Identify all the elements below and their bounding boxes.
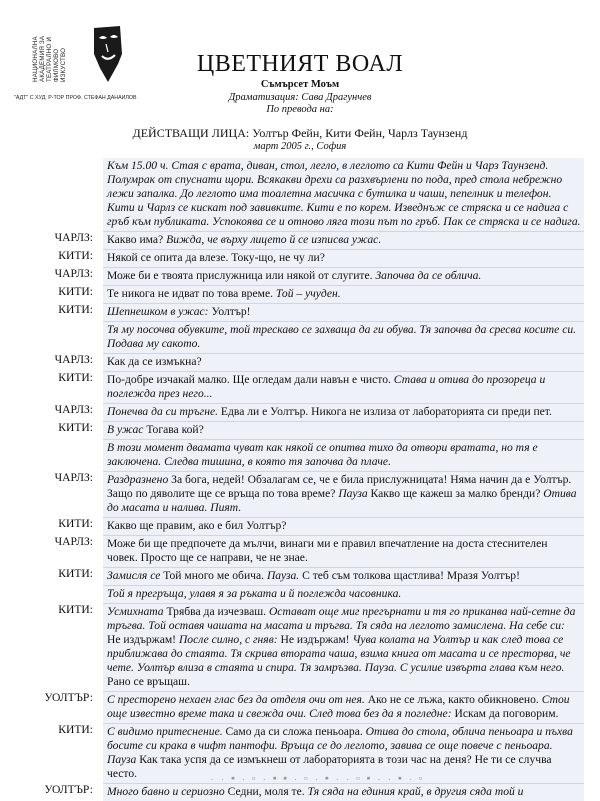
scan-artifact: . . ▪ . ▫ . ▪ ▪ . ▫ . ▪ . . ▫ ▪ . . ▪ . ▫: [210, 774, 424, 782]
line-text: [103, 321, 584, 353]
speaker-name: УОЛТЪР:: [44, 783, 93, 796]
date-place: март 2005 г., София: [253, 141, 347, 152]
stage-direction: Той – учуден.: [275, 287, 341, 300]
stage-direction: Усмихната: [107, 605, 167, 618]
script-line: [24, 783, 584, 801]
speaker-name: ЧАРЛЗ:: [54, 231, 93, 244]
line-text: [103, 517, 584, 535]
line-text: [103, 567, 584, 585]
script-line: [24, 285, 584, 303]
script-line: [24, 421, 584, 439]
line-text: [103, 231, 584, 249]
line-text: [103, 535, 584, 567]
stage-direction: Става и отива до прозореца и поглежда през него...: [107, 373, 546, 400]
line-text: [103, 158, 584, 231]
speaker-name: КИТИ:: [58, 723, 93, 736]
dialogue: Трябва да изчезваш.: [166, 605, 269, 618]
author: Съмърсет Моъм: [260, 79, 340, 90]
script-line: [24, 267, 584, 285]
dialogue: Какво има?: [107, 233, 167, 246]
stage-direction: Шепнешком в ужас:: [107, 305, 212, 318]
script-line: [24, 585, 584, 603]
stage-direction: Отива до масата и налива. Пият.: [107, 487, 577, 514]
dialogue: Уолтър!: [211, 305, 251, 318]
line-text: [103, 471, 584, 517]
line-text: [103, 371, 584, 403]
line-text: [103, 303, 584, 321]
speaker-name: КИТИ:: [58, 603, 93, 616]
script-line: [24, 249, 584, 267]
stage-direction: Тя сяда на единия край, в другия сяда той и: [307, 785, 524, 798]
script-line: [24, 471, 584, 517]
line-text: [103, 285, 584, 303]
dialogue: Те никога не идват по това време.: [107, 287, 276, 300]
speaker-name: ЧАРЛЗ:: [54, 267, 93, 280]
line-text: [103, 691, 584, 723]
stage-direction: В ужас: [107, 423, 147, 436]
stage-direction: Остават още миг прегърнати и тя го приканва най-сетне да тръгва. Той оставя чашата на масата и тръгва. Тя сяда на леглото замислена. На себе си:: [107, 605, 576, 632]
script-line: [24, 158, 584, 231]
stage-direction: Чува колата на Уолтър и как след това се приближава до стаята. Тя скрива втората чаша, взима книга от масата и се престорва, че чете. Уолтър влиза в стаята и спира. Тя замръзва. Пауза. С усилие извърта глава към него.: [107, 633, 571, 674]
speaker-name: КИТИ:: [58, 517, 93, 530]
stage-direction: Към 15.00 ч. Стая с врата, диван, стол, легло, в леглото са Кити Фейн и Чарз Таунзенд. Полумрак от спуснати щори. Всякакви дрехи са разхвърлени по пода, пред стола небрежно лежи запалка. До леглото има тоалетна масичка с бутилка и чаши, пепелник и телефон. Кити и Чарлз се кискат под завивките. Кити е по корем. Изведнъж се стряска и се надига с гръб към публиката. Успокоява се и отново ляга този път по гръб. Пак се стряска и се надига.: [107, 159, 581, 228]
script-line: [24, 567, 584, 585]
dialogue: Не издържам!: [280, 633, 353, 646]
dialogue: Ако не се лъжа, както обикновено.: [367, 693, 542, 706]
stage-direction: Замисля се: [107, 569, 164, 582]
logo-vertical-text: НАЦИОНАЛНА АКАДЕМИЯ ЗА ТЕАТРАЛНО И ФИЛМОВО ИЗКУСТВО: [32, 35, 67, 82]
stage-direction: Вижда, че върху лицето й се изписва ужас.: [166, 233, 382, 246]
speaker-name: КИТИ:: [58, 421, 93, 434]
script-line: [24, 439, 584, 471]
script-line: [24, 691, 584, 723]
stage-direction: В този момент двамата чуват как някой се опитва тихо да отвори вратата, но тя е заключена. Следва тишина, в която тя започва да плаче.: [107, 441, 538, 468]
line-text: [103, 439, 584, 471]
dialogue: Може би е твоята прислужница или някой от слугите.: [107, 269, 376, 282]
line-text: [103, 403, 584, 421]
speaker-name: КИТИ:: [58, 285, 93, 298]
stage-direction: Стои още известно време така и свежда очи. След това без да я погледне:: [107, 693, 570, 720]
translation-credit: По превода на:: [266, 104, 334, 115]
line-text: [103, 249, 584, 267]
logo-caption: "АДТ" С ХУД. Р-ТОР ПРОФ. СТЕФАН ДАНАИЛОВ: [14, 95, 137, 101]
speaker-name: УОЛТЪР:: [44, 691, 93, 704]
dialogue: Някой се опита да влезе. Току-що, не чу ли?: [107, 251, 325, 264]
dialogue: Седни, моля те.: [227, 785, 308, 798]
line-text: [103, 267, 584, 285]
script-line: [24, 517, 584, 535]
stage-direction: Раздразнено: [107, 473, 172, 486]
speaker-name: ЧАРЛЗ:: [54, 403, 93, 416]
stage-direction: После силно, с гняв:: [178, 633, 281, 646]
dialogue: С теб съм толкова щастлива! Мразя Уолтър!: [302, 569, 520, 582]
stage-direction: Понечва да си тръгне.: [107, 405, 221, 418]
line-text: [103, 603, 584, 691]
script-line: [24, 403, 584, 421]
script-line: [24, 603, 584, 691]
dialogue: Едва ли е Уолтър. Никога не излиза от лабораторията си преди пет.: [220, 405, 552, 418]
stage-direction: Той я прегръща, улавя я за ръката и й поглежда часовника.: [107, 587, 402, 600]
speaker-name: ЧАРЛЗ:: [54, 353, 93, 366]
speaker-name: КИТИ:: [58, 303, 93, 316]
line-text: [103, 421, 584, 439]
dramatization-credit: Драматизация: Сава Драгунчев: [228, 92, 372, 103]
dialogue: Какво ще правим, ако е бил Уолтър?: [107, 519, 287, 532]
dialogue: Рано се връщаш.: [107, 675, 190, 688]
speaker-name: КИТИ:: [58, 249, 93, 262]
line-text: [103, 353, 584, 371]
dialogue: Как така успя да се измъкнеш от лабораторията в този час на деня? Не ти се случва често.: [107, 753, 552, 780]
dialogue: Какво ще кажеш за малко бренди?: [370, 487, 544, 500]
speaker-name: ЧАРЛЗ:: [54, 471, 93, 484]
speaker-name: ЧАРЛЗ:: [54, 535, 93, 548]
stage-direction: Отива до стола, облича пеньоара и пъхва босите си крака в чифт пантофи. Връща се до леглото, завива се още повече с пеньоара. Пауза: [107, 725, 573, 766]
dialogue: По-добре изчакай малко. Ще огледам дали навън е чисто.: [107, 373, 394, 386]
line-text: [103, 585, 584, 603]
script-line: [24, 371, 584, 403]
stage-direction: С видимо притеснение.: [107, 725, 226, 738]
stage-direction: Започва да се облича.: [375, 269, 482, 282]
speaker-name: КИТИ:: [58, 567, 93, 580]
stage-direction: Тя му посочва обувките, той трескаво се захваща да ги обува. Тя започва да сресва косите си. Подава му сакото.: [107, 323, 577, 350]
play-title: ЦВЕТНИЯТ ВОАЛ: [196, 51, 404, 77]
stage-direction: Пауза.: [266, 569, 303, 582]
dialogue: Той много ме обича.: [163, 569, 267, 582]
dialogue: Може би ще предпочете да мълчи, винаги ми е правил впечатление на доста стеснителен човек. Просто ще се направи, че не знае.: [107, 537, 548, 564]
stage-direction: С престорено нехаен глас без да отделя очи от нея.: [107, 693, 368, 706]
cast-list: ДЕЙСТВАЩИ ЛИЦА: Уолтър Фейн, Кити Фейн, Чарлз Таунзенд: [132, 126, 468, 140]
script-line: [24, 231, 584, 249]
dialogue: Тогава кой?: [146, 423, 204, 436]
stage-direction: Много бавно и сериозно: [107, 785, 228, 798]
script-line: [24, 353, 584, 371]
script-body: [24, 158, 584, 801]
dialogue: Искам да поговорим.: [454, 707, 559, 720]
dialogue: Не издържам!: [107, 633, 179, 646]
speaker-name: КИТИ:: [58, 371, 93, 384]
stage-direction: Пауза: [338, 487, 371, 500]
script-line: [24, 535, 584, 567]
line-text: [103, 783, 584, 801]
dialogue: За бога, недей! Обзалагам се, че е била прислужницата! Няма начин да е Уолтър. Защо по дяволите ще се връща по това време?: [107, 473, 572, 500]
dialogue: Само да си сложа пеньоара.: [225, 725, 366, 738]
dialogue: Как да се измъкна?: [107, 355, 202, 368]
script-line: [24, 303, 584, 321]
script-line: [24, 321, 584, 353]
